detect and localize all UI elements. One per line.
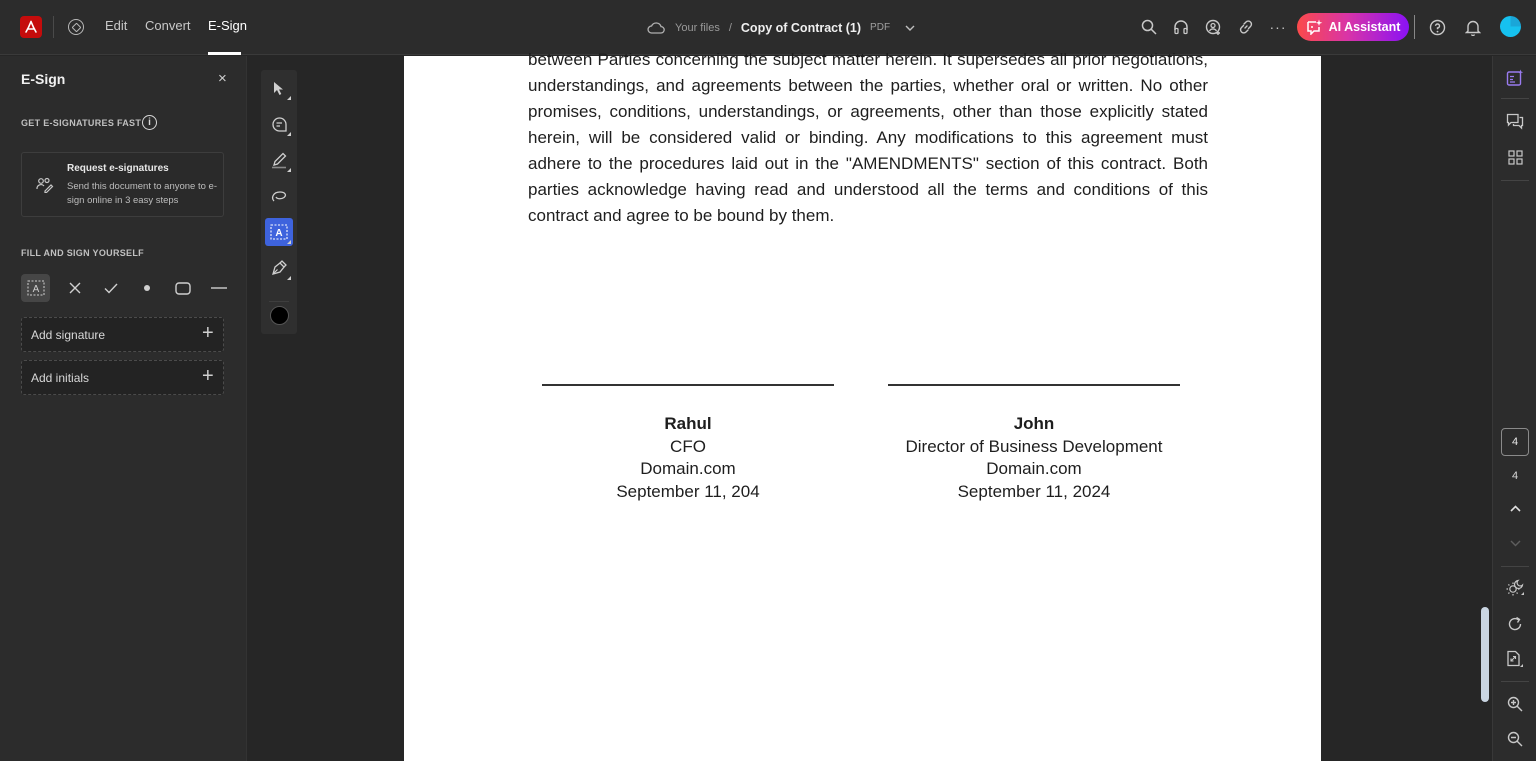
signature-line-left[interactable]	[542, 384, 834, 386]
divider	[53, 16, 54, 38]
divider	[1501, 566, 1529, 567]
comment-icon	[271, 116, 288, 133]
divider	[1501, 681, 1529, 682]
signatory-date: September 11, 2024	[957, 481, 1111, 501]
ai-summary-icon[interactable]	[1505, 68, 1525, 88]
page-fit-icon[interactable]	[1505, 649, 1525, 669]
signatory-name: John	[1013, 414, 1055, 433]
line-tool[interactable]	[201, 274, 237, 302]
section-label-fast: GET E-SIGNATURES FAST	[21, 118, 142, 128]
pen-nib-icon	[271, 260, 288, 276]
nav-convert[interactable]: Convert	[145, 18, 191, 33]
sign-tool[interactable]	[265, 254, 293, 282]
total-pages: 4	[1511, 470, 1519, 482]
ai-assistant-label: AI Assistant	[1328, 20, 1401, 34]
info-icon[interactable]: i	[142, 115, 157, 130]
lasso-tool[interactable]	[265, 182, 293, 210]
pdf-page	[404, 50, 1321, 761]
section-label-fill: FILL AND SIGN YOURSELF	[21, 248, 144, 258]
divider	[1501, 180, 1529, 181]
people-sign-icon	[36, 177, 54, 193]
chevron-down-icon[interactable]	[1505, 533, 1525, 553]
comment-tool[interactable]	[265, 110, 293, 138]
signatory-block	[538, 413, 838, 503]
right-rail	[1492, 56, 1536, 761]
add-signature-button[interactable]	[21, 317, 224, 352]
breadcrumb-separator: /	[728, 21, 732, 34]
theme-toggle-icon[interactable]	[1505, 578, 1525, 598]
add-initials-button[interactable]	[21, 360, 224, 395]
vertical-scrollbar[interactable]	[1481, 607, 1489, 702]
acrobat-icon	[24, 20, 38, 34]
checkmark-tool[interactable]	[93, 274, 129, 302]
rectangle-tool[interactable]	[165, 274, 201, 302]
current-page-input[interactable]: 4	[1501, 428, 1529, 456]
text-field-icon	[270, 224, 288, 240]
signatory-company: Domain.com	[986, 459, 1082, 478]
breadcrumb-root[interactable]: Your files	[675, 21, 720, 34]
divider	[1501, 98, 1529, 99]
add-initials-label: Add initials	[31, 371, 90, 385]
dot-icon	[143, 284, 151, 292]
signatory-title: Director of Business Development	[905, 436, 1163, 456]
text-field-icon	[27, 280, 45, 296]
svg-text:A: A	[275, 228, 283, 239]
annotation-toolbar	[261, 70, 297, 334]
home-icon[interactable]	[68, 19, 84, 35]
divider	[1414, 15, 1415, 39]
plus-icon: +	[202, 322, 214, 344]
panel-title: E-Sign	[21, 71, 66, 87]
request-description: Send this document to anyone to e-sign online in 3 easy steps	[67, 181, 217, 206]
zoom-in-icon[interactable]	[1505, 694, 1525, 714]
lasso-icon	[271, 190, 288, 203]
active-tab-indicator	[208, 52, 241, 55]
request-title: Request e-signatures	[67, 163, 169, 174]
signature-line-right[interactable]	[888, 384, 1180, 386]
text-field-tool[interactable]	[21, 274, 50, 302]
svg-text:A: A	[32, 284, 39, 295]
ai-assistant-button[interactable]	[1297, 13, 1409, 41]
pencil-icon	[271, 152, 288, 169]
ai-assistant-icon	[1306, 19, 1323, 35]
cross-tool[interactable]	[57, 274, 93, 302]
bell-icon[interactable]	[1463, 17, 1483, 37]
close-icon[interactable]: ×	[218, 70, 227, 87]
chevron-down-icon[interactable]	[905, 25, 915, 31]
file-type: PDF	[870, 22, 891, 33]
search-icon[interactable]	[1139, 17, 1159, 37]
fill-sign-tools	[21, 274, 237, 302]
divider	[269, 301, 289, 302]
thumbnails-grid-icon[interactable]	[1505, 147, 1525, 167]
text-field-rail-tool[interactable]	[265, 218, 293, 246]
signatory-title: CFO	[670, 436, 706, 456]
signatory-name: Rahul	[664, 414, 712, 433]
comments-icon[interactable]	[1505, 111, 1525, 131]
contract-paragraph: between Parties concerning the subject matter herein. It supersedes all prior negotiations, understandings, and agreements between the parties, whether oral or written. No other promises, conditions, understandings, or agreements, other than those explicitly stated herein, will be considered valid or binding. Any modifications to this agreement must adhere to the procedures laid out in the "AMENDMENTS" section of this contract. Both parties acknowledge having read and understood all the terms and conditions of this contract and agree to be bound by them.	[528, 50, 1208, 225]
acrobat-logo[interactable]	[20, 16, 42, 38]
signatory-date: September 11, 204	[616, 481, 760, 501]
checkmark-icon	[104, 283, 118, 294]
signatory-block	[884, 413, 1184, 503]
share-user-icon[interactable]	[1203, 17, 1223, 37]
cursor-icon	[273, 81, 285, 96]
rectangle-icon	[175, 282, 191, 295]
link-icon[interactable]	[1236, 17, 1256, 37]
add-signature-label: Add signature	[31, 328, 106, 342]
nav-edit[interactable]: Edit	[105, 18, 128, 33]
signatory-company: Domain.com	[640, 459, 736, 478]
nav-esign[interactable]: E-Sign	[208, 18, 248, 33]
avatar[interactable]	[1500, 16, 1521, 37]
draw-tool[interactable]	[265, 146, 293, 174]
file-name[interactable]: Copy of Contract (1)	[740, 20, 862, 35]
request-esignatures-card[interactable]	[21, 152, 224, 217]
cloud-icon	[647, 21, 665, 34]
help-icon[interactable]	[1427, 17, 1447, 37]
rotate-icon[interactable]	[1505, 614, 1525, 634]
audio-icon[interactable]	[1171, 17, 1191, 37]
esign-panel	[0, 56, 247, 761]
chevron-up-icon[interactable]	[1505, 498, 1525, 518]
select-tool[interactable]	[265, 74, 293, 102]
color-picker[interactable]	[270, 306, 289, 325]
plus-icon: +	[202, 365, 214, 387]
cross-icon	[69, 282, 81, 294]
line-icon	[211, 286, 227, 290]
more-icon[interactable]: ···	[1269, 19, 1287, 35]
dot-tool[interactable]	[129, 274, 165, 302]
zoom-out-icon[interactable]	[1505, 729, 1525, 749]
